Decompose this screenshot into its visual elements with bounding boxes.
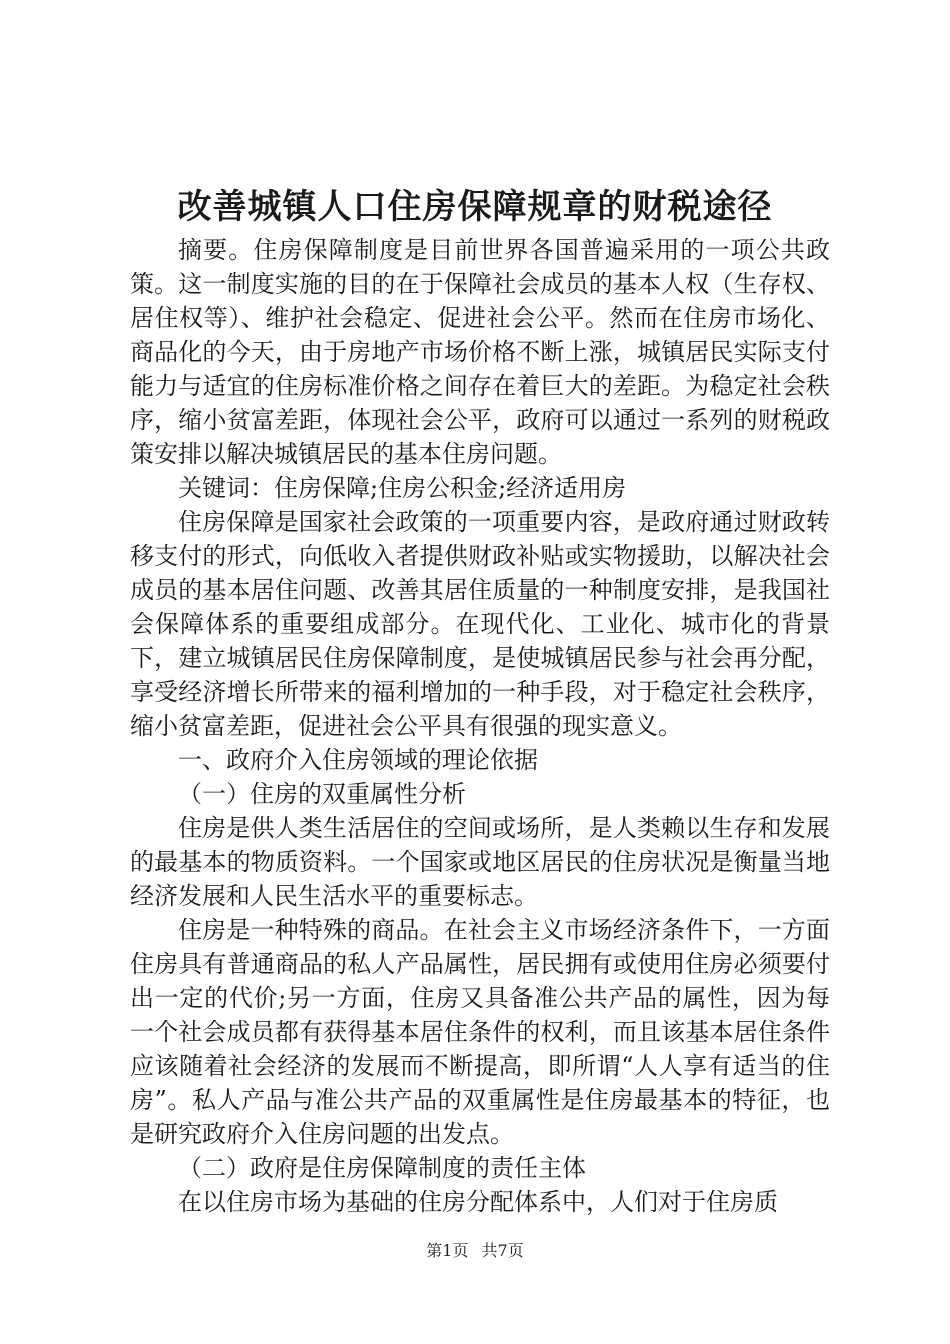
body-paragraph: 住房保障是国家社会政策的一项重要内容，是政府通过财政转移支付的形式，向低收入者提供财政补贴或实物援助，以解决社会成员的基本居住问题、改善其居住质量的一种制度安排，是我国社会保障体系的重要组成部分。在现代化、工业化、城市化的背景下，建立城镇居民住房保障制度，是使城镇居民参与社会再分配，享受经济增长所带来的福利增加的一种手段，对于稳定社会秩序，缩小贫富差距，促进社会公平具有很强的现实意义。 — [130, 508, 830, 740]
body-paragraph: 在以住房市场为基础的住房分配体系中，人们对于住房质 — [178, 1188, 778, 1216]
document-body — [130, 233, 830, 1219]
section-heading: 一、政府介入住房领域的理论依据 — [178, 746, 538, 774]
subsection-heading: （一）住房的双重属性分析 — [178, 780, 466, 808]
body-paragraph: 住房是一种特殊的商品。在社会主义市场经济条件下，一方面住房具有普通商品的私人产品属性，居民拥有或使用住房必须要付出一定的代价;另一方面，住房又具备准公共产品的属性，因为每一个社会成员都有获得基本居住条件的权利，而且该基本居住条件应该随着社会经济的发展而不断提高，即所谓“人人享有适当的住房”。私人产品与准公共产品的双重属性是住房最基本的特征，也是研究政府介入住房问题的出发点。 — [130, 916, 830, 1148]
subsection-heading: （二）政府是住房保障制度的责任主体 — [178, 1154, 586, 1182]
page-total: 共7页 — [481, 1241, 524, 1260]
page-number: 第1页 — [426, 1241, 469, 1260]
abstract-paragraph: 摘要。住房保障制度是目前世界各国普遍采用的一项公共政策。这一制度实施的目的在于保障社会成员的基本人权（生存权、居住权等）、维护社会稳定、促进社会公平。然而在住房市场化、商品化的今天，由于房地产市场价格不断上涨，城镇居民实际支付能力与适宜的住房标准价格之间存在着巨大的差距。为稳定社会秩序，缩小贫富差距，体现社会公平，政府可以通过一系列的财税政策安排以解决城镇居民的基本住房问题。 — [130, 236, 830, 468]
keywords-paragraph: 关键词：住房保障;住房公积金;经济适用房 — [178, 474, 627, 502]
page-footer — [0, 1240, 950, 1262]
document-title: 改善城镇人口住房保障规章的财税途径 — [177, 187, 773, 227]
body-paragraph: 住房是供人类生活居住的空间或场所，是人类赖以生存和发展的最基本的物质资料。一个国家或地区居民的住房状况是衡量当地经济发展和人民生活水平的重要标志。 — [130, 814, 830, 910]
